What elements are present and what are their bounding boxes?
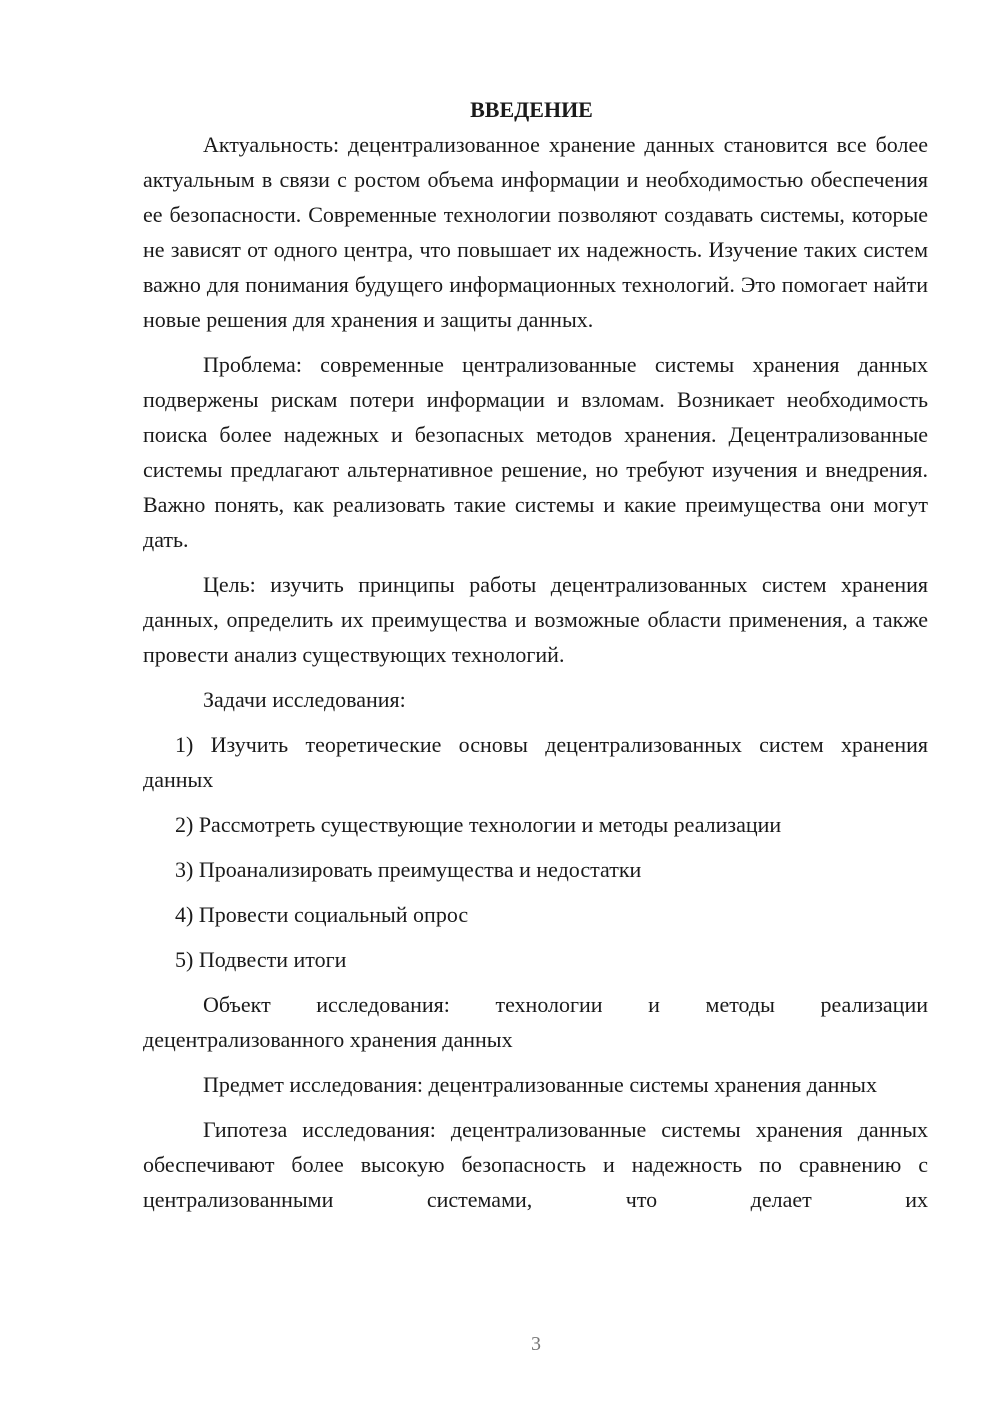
paragraph-subject: Предмет исследования: децентрализованные системы хранения данных	[203, 1072, 877, 1097]
task-item-5: 5) Подвести итоги	[175, 947, 347, 972]
task-item-1: 1) Изучить теоретические основы децентрализованных систем хранения данных	[143, 732, 928, 792]
task-item-4: 4) Провести социальный опрос	[175, 902, 469, 927]
paragraph-relevance: Актуальность: децентрализованное хранение данных становится все более актуальным в связи с ростом объема информации и необходимостью обеспечения ее безопасности. Современные технологии позволяют создавать системы, которые не зависят от одного центра, что повышает их надежность. Изучение таких систем важно для понимания будущего информационных технологий. Это помогает найти новые решения для хранения и защиты данных.	[143, 132, 928, 332]
tasks-heading: Задачи исследования:	[203, 687, 406, 712]
paragraph-problem: Проблема: современные централизованные системы хранения данных подвержены рискам потери информации и взломам. Возникает необходимость поиска более надежных и безопасных методов хранения. Децентрализованные системы предлагают альтернативное решение, но требуют изучения и внедрения. Важно понять, как реализовать такие системы и какие преимущества они могут дать.	[143, 352, 928, 552]
page-number: 3	[531, 1333, 541, 1355]
paragraph-goal: Цель: изучить принципы работы децентрализованных систем хранения данных, определить их преимущества и возможные области применения, а также провести анализ существующих технологий.	[143, 572, 928, 667]
task-item-3: 3) Проанализировать преимущества и недостатки	[175, 857, 642, 882]
task-item-2: 2) Рассмотреть существующие технологии и методы реализации	[175, 812, 782, 837]
paragraph-object: Объект исследования: технологии и методы реализации децентрализованного хранения данных	[143, 992, 928, 1052]
paragraph-hypothesis: Гипотеза исследования: децентрализованные системы хранения данных обеспечивают более высокую безопасность и надежность по сравнению с централизованными системами, что делает их	[143, 1117, 928, 1212]
section-title: ВВЕДЕНИЕ	[470, 97, 593, 122]
document-body	[143, 92, 928, 1227]
